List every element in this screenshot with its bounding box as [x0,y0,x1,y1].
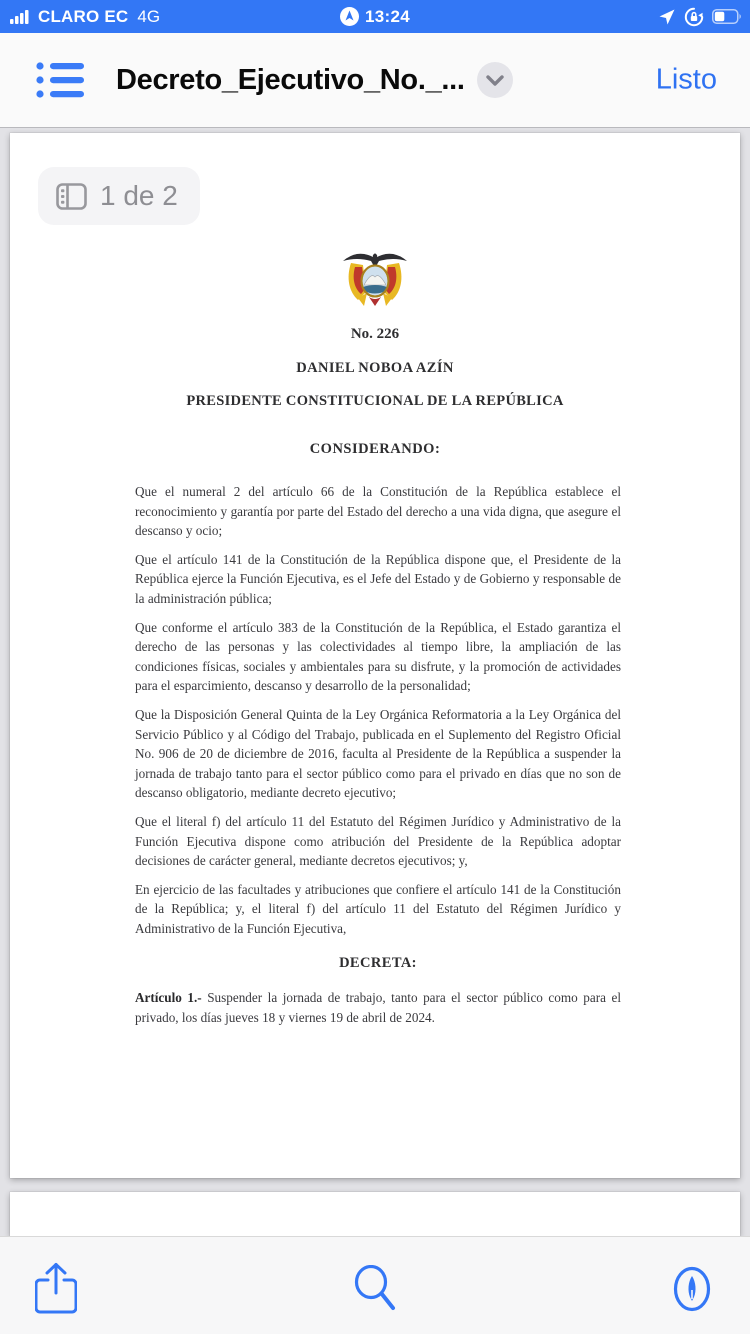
share-button[interactable] [26,1259,86,1319]
document-content [10,133,740,1037]
decree-article-1 [135,988,621,1027]
search-button[interactable] [345,1259,405,1319]
document-title: Decreto_Ejecutivo_No._... [116,63,465,96]
bottom-toolbar [0,1236,750,1334]
ecuador-coat-of-arms [338,248,412,314]
battery-icon [712,9,742,24]
share-icon [35,1262,77,1316]
status-bar [0,0,750,33]
decree-paragraph: Que la Disposición General Quinta de la Ley Orgánica Reformatoria a la Ley Orgánica del Servicio Público y al Código del Trabajo, publicada en el Suplemento del Registro Oficial No. 906 de 20 de diciembre de 2016, faculta al Presidente de la República a suspender la jornada de trabajo tanto para el sector público como para el privado en días que no son de descanso obligatorio, mediante decreto ejecutivo; [135,706,621,801]
navigation-active-icon [340,7,359,26]
article-label: Artículo 1.- [135,990,202,1006]
decree-paragraph: En ejercicio de las facultades y atribuciones que confiere el artículo 141 de la Constitución de la República; y, el literal f) del artículo 11 del Estatuto del Régimen Jurídico y Administrativo de la Función Ejecutiva, [135,881,621,936]
page-indicator-label: 1 de 2 [100,180,178,211]
markup-icon [672,1266,712,1312]
pdf-page-1 [10,133,740,1178]
clock-label: 13:24 [365,6,410,26]
decree-paragraph: Que el numeral 2 del artículo 66 de la Constitución de la República establece el reconocimiento y garantía por parte del Estado del derecho a una vida digna, que asegure el descanso y ocio; [135,484,621,539]
nav-bar [0,33,750,128]
list-icon [36,61,84,99]
signal-bars-icon [10,10,31,24]
chevron-down-icon [486,75,504,86]
markup-button[interactable] [662,1259,722,1319]
status-right-group [658,0,742,33]
status-center-group [340,0,410,33]
article-text: Suspender la jornada de trabajo, tanto para el sector público como para el privado, los días jueves 18 y viernes 19 de abril de 2024. [135,990,621,1026]
decree-paragraph: Que conforme el artículo 383 de la Constitución de la República, el Estado garantiza el derecho de las personas y las colectividades al tiempo libre, la ampliación de las condiciones físicas, sociales y ambientales para su disfrute, y la promoción de actividades para el esparcimiento, descanso y desarrollo de la personalidad; [135,619,621,694]
status-left-group [10,0,160,33]
decree-paragraph: Que el literal f) del artículo 11 del Estatuto del Régimen Jurídico y Administrativo de la Función Ejecutiva dispone como atribución del Presidente de la República adoptar decisiones de carácter general, mediante decretos ejecutivos; y, [135,813,621,869]
decree-paragraph: Que el artículo 141 de la Constitución de la República dispone que, el Presidente de la República ejerce la Función Ejecutiva, es el Jefe del Estado y de Gobierno y responsable de la administración pública; [135,551,621,606]
search-icon [352,1265,398,1313]
decree-number: No. 226 [350,326,400,342]
decree-body [135,482,621,1028]
document-title-menu[interactable] [116,62,513,98]
title-dropdown-button[interactable] [477,62,513,98]
considerando-heading: CONSIDERANDO: [309,441,441,457]
location-arrow-icon [658,8,676,26]
orientation-lock-icon [684,7,704,27]
thumbnail-list-button[interactable] [36,60,84,100]
decree-author-title: PRESIDENTE CONSTITUCIONAL DE LA REPÚBLICA [186,393,564,409]
done-button[interactable]: Listo [655,63,717,96]
decreta-heading: DECRETA: [339,955,417,972]
document-scroll-area[interactable] [0,128,750,1334]
carrier-label: CLARO EC [38,6,129,26]
decree-author: DANIEL NOBOA AZÍN [296,360,454,376]
network-type-label: 4G [137,6,161,26]
pdf-page-2 [10,1192,740,1236]
